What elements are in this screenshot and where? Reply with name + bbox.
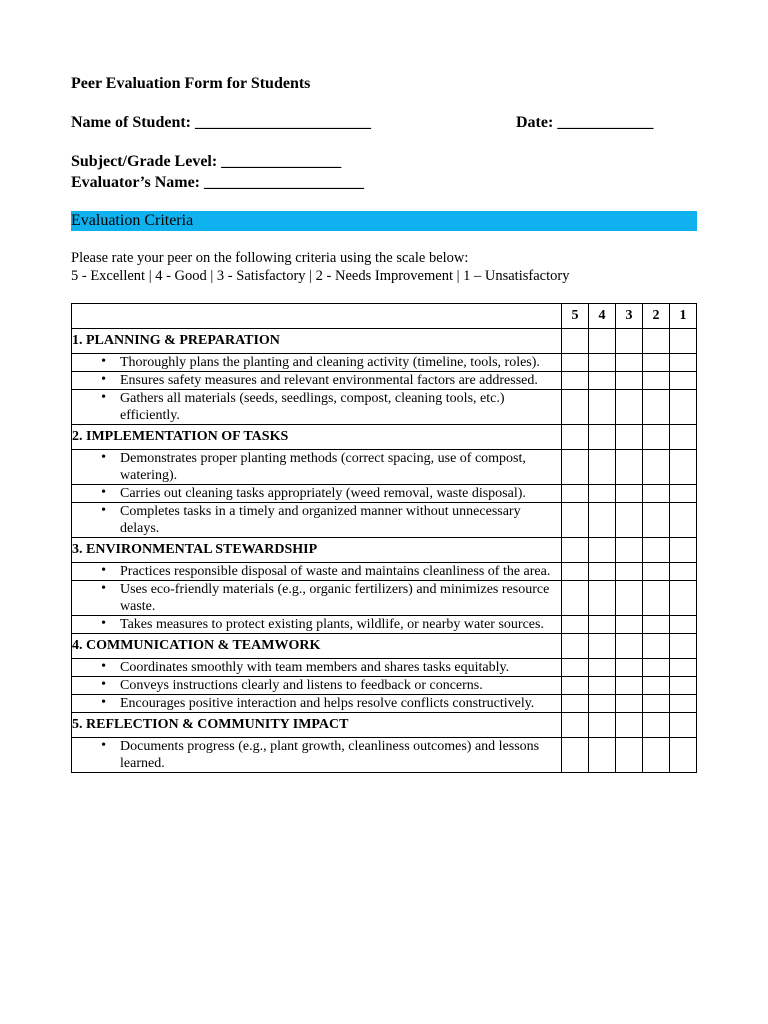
score-cell[interactable] xyxy=(616,372,643,390)
score-cell[interactable] xyxy=(562,713,589,738)
score-cell[interactable] xyxy=(643,738,670,773)
scale-header-5: 5 xyxy=(562,304,589,329)
score-cell[interactable] xyxy=(616,563,643,581)
criteria-header-blank xyxy=(72,304,562,329)
score-cell[interactable] xyxy=(643,695,670,713)
criterion-text: Gathers all materials (seeds, seedlings, compost, cleaning tools, etc.) efficiently. xyxy=(120,391,505,423)
score-cell[interactable] xyxy=(670,450,697,485)
criterion-row xyxy=(72,450,697,485)
score-cell[interactable] xyxy=(589,329,616,354)
criterion-text: Carries out cleaning tasks appropriately (weed removal, waste disposal). xyxy=(120,486,526,501)
criterion-cell xyxy=(72,450,562,485)
bullet-icon: • xyxy=(101,659,106,674)
score-cell[interactable] xyxy=(643,677,670,695)
criterion-cell xyxy=(72,659,562,677)
bullet-icon: • xyxy=(101,372,106,387)
criterion-cell xyxy=(72,563,562,581)
score-cell[interactable] xyxy=(616,503,643,538)
bullet-icon: • xyxy=(101,563,106,578)
score-cell[interactable] xyxy=(616,390,643,425)
score-cell[interactable] xyxy=(670,425,697,450)
bullet-icon: • xyxy=(101,450,106,465)
score-cell[interactable] xyxy=(643,503,670,538)
scale-header-2: 2 xyxy=(643,304,670,329)
criterion-row xyxy=(72,354,697,372)
score-cell[interactable] xyxy=(670,581,697,616)
score-cell[interactable] xyxy=(670,354,697,372)
section-title: 5. REFLECTION & COMMUNITY IMPACT xyxy=(72,713,562,738)
score-cell[interactable] xyxy=(589,738,616,773)
score-cell[interactable] xyxy=(643,485,670,503)
score-cell[interactable] xyxy=(670,503,697,538)
score-cell[interactable] xyxy=(562,563,589,581)
criterion-text: Uses eco-friendly materials (e.g., organic fertilizers) and minimizes resource waste. xyxy=(120,582,550,614)
section-title: 3. ENVIRONMENTAL STEWARDSHIP xyxy=(72,538,562,563)
criterion-text: Ensures safety measures and relevant environmental factors are addressed. xyxy=(120,373,538,388)
criteria-body xyxy=(72,329,697,773)
score-cell[interactable] xyxy=(616,450,643,485)
score-cell[interactable] xyxy=(589,485,616,503)
score-cell[interactable] xyxy=(616,634,643,659)
bullet-icon: • xyxy=(101,677,106,692)
scale-header-1: 1 xyxy=(670,304,697,329)
score-cell[interactable] xyxy=(562,695,589,713)
score-cell[interactable] xyxy=(589,503,616,538)
criterion-cell xyxy=(72,695,562,713)
date-field: Date: ____________ xyxy=(516,114,654,131)
score-cell[interactable] xyxy=(562,485,589,503)
scale-header-3: 3 xyxy=(616,304,643,329)
score-cell[interactable] xyxy=(643,563,670,581)
criterion-row xyxy=(72,503,697,538)
score-cell[interactable] xyxy=(670,677,697,695)
score-cell[interactable] xyxy=(670,634,697,659)
criterion-cell xyxy=(72,354,562,372)
criterion-row xyxy=(72,485,697,503)
score-cell[interactable] xyxy=(643,372,670,390)
criteria-table xyxy=(71,303,697,773)
score-cell[interactable] xyxy=(562,354,589,372)
score-cell[interactable] xyxy=(562,450,589,485)
section-row xyxy=(72,329,697,354)
criterion-text: Coordinates smoothly with team members and shares tasks equitably. xyxy=(120,660,510,675)
score-cell[interactable] xyxy=(589,372,616,390)
criterion-cell xyxy=(72,677,562,695)
score-cell[interactable] xyxy=(589,634,616,659)
criterion-cell xyxy=(72,581,562,616)
criterion-row xyxy=(72,616,697,634)
score-cell[interactable] xyxy=(643,538,670,563)
score-cell[interactable] xyxy=(670,713,697,738)
score-cell[interactable] xyxy=(589,659,616,677)
score-cell[interactable] xyxy=(562,616,589,634)
criterion-text: Thoroughly plans the planting and cleaning activity (timeline, tools, roles). xyxy=(120,355,540,370)
criterion-row xyxy=(72,372,697,390)
score-cell[interactable] xyxy=(616,581,643,616)
score-cell[interactable] xyxy=(670,538,697,563)
evaluation-criteria-banner: Evaluation Criteria xyxy=(71,211,697,231)
score-cell[interactable] xyxy=(643,659,670,677)
criterion-cell xyxy=(72,503,562,538)
criterion-text: Documents progress (e.g., plant growth, cleanliness outcomes) and lessons learned. xyxy=(120,739,540,771)
score-cell[interactable] xyxy=(562,677,589,695)
score-cell[interactable] xyxy=(562,581,589,616)
score-cell[interactable] xyxy=(562,503,589,538)
section-title: 4. COMMUNICATION & TEAMWORK xyxy=(72,634,562,659)
score-cell[interactable] xyxy=(670,390,697,425)
score-cell[interactable] xyxy=(643,450,670,485)
score-cell[interactable] xyxy=(562,372,589,390)
criterion-row xyxy=(72,581,697,616)
bullet-icon: • xyxy=(101,581,106,596)
criterion-cell xyxy=(72,738,562,773)
score-cell[interactable] xyxy=(643,616,670,634)
criterion-cell xyxy=(72,616,562,634)
criterion-row xyxy=(72,677,697,695)
score-cell[interactable] xyxy=(562,390,589,425)
criterion-text: Takes measures to protect existing plants, wildlife, or nearby water sources. xyxy=(120,617,544,632)
score-cell[interactable] xyxy=(643,425,670,450)
score-cell[interactable] xyxy=(589,450,616,485)
score-cell[interactable] xyxy=(589,713,616,738)
bullet-icon: • xyxy=(101,616,106,631)
evaluator-name-field: Evaluator’s Name: ____________________ xyxy=(71,174,365,191)
score-cell[interactable] xyxy=(589,563,616,581)
section-title: 1. PLANNING & PREPARATION xyxy=(72,329,562,354)
score-cell[interactable] xyxy=(643,713,670,738)
score-cell[interactable] xyxy=(562,425,589,450)
score-cell[interactable] xyxy=(589,616,616,634)
score-cell[interactable] xyxy=(616,713,643,738)
score-cell[interactable] xyxy=(670,563,697,581)
score-cell[interactable] xyxy=(643,581,670,616)
student-date-row xyxy=(71,114,654,132)
criterion-cell xyxy=(72,372,562,390)
score-cell[interactable] xyxy=(616,738,643,773)
criterion-text: Completes tasks in a timely and organized manner without unnecessary delays. xyxy=(120,504,521,536)
student-name-field: Name of Student: ______________________ xyxy=(71,114,371,131)
instructions-line-1: Please rate your peer on the following criteria using the scale below: xyxy=(71,250,469,266)
section-row xyxy=(72,425,697,450)
score-cell[interactable] xyxy=(589,695,616,713)
score-cell[interactable] xyxy=(670,695,697,713)
bullet-icon: • xyxy=(101,354,106,369)
section-row xyxy=(72,538,697,563)
score-cell[interactable] xyxy=(562,738,589,773)
section-title: 2. IMPLEMENTATION OF TASKS xyxy=(72,425,562,450)
criterion-row xyxy=(72,695,697,713)
criterion-row xyxy=(72,659,697,677)
score-cell[interactable] xyxy=(562,634,589,659)
rating-scale-legend: 5 - Excellent | 4 - Good | 3 - Satisfactory | 2 - Needs Improvement | 1 – Unsatisfactory xyxy=(71,268,570,284)
instructions xyxy=(71,249,569,285)
score-cell[interactable] xyxy=(616,659,643,677)
criterion-text: Practices responsible disposal of waste and maintains cleanliness of the area. xyxy=(120,564,551,579)
criterion-cell xyxy=(72,485,562,503)
score-cell[interactable] xyxy=(562,329,589,354)
bullet-icon: • xyxy=(101,390,106,405)
score-cell[interactable] xyxy=(643,329,670,354)
criterion-cell xyxy=(72,390,562,425)
criterion-row xyxy=(72,738,697,773)
score-cell[interactable] xyxy=(670,659,697,677)
score-cell[interactable] xyxy=(589,425,616,450)
score-cell[interactable] xyxy=(589,538,616,563)
score-cell[interactable] xyxy=(643,634,670,659)
score-cell[interactable] xyxy=(616,485,643,503)
score-cell[interactable] xyxy=(616,425,643,450)
section-row xyxy=(72,713,697,738)
score-cell[interactable] xyxy=(616,677,643,695)
criterion-text: Demonstrates proper planting methods (correct spacing, use of compost, watering). xyxy=(120,451,526,483)
form-title: Peer Evaluation Form for Students xyxy=(71,75,311,92)
score-cell[interactable] xyxy=(670,616,697,634)
score-cell[interactable] xyxy=(562,659,589,677)
score-cell[interactable] xyxy=(589,390,616,425)
score-cell[interactable] xyxy=(670,372,697,390)
section-row xyxy=(72,634,697,659)
subject-grade-field: Subject/Grade Level: _______________ xyxy=(71,153,342,170)
score-cell[interactable] xyxy=(589,354,616,372)
criterion-row xyxy=(72,390,697,425)
criterion-row xyxy=(72,563,697,581)
criterion-text: Encourages positive interaction and helps resolve conflicts constructively. xyxy=(120,696,535,711)
score-cell[interactable] xyxy=(670,738,697,773)
score-cell[interactable] xyxy=(562,538,589,563)
bullet-icon: • xyxy=(101,485,106,500)
bullet-icon: • xyxy=(101,738,106,753)
scale-header-4: 4 xyxy=(589,304,616,329)
score-cell[interactable] xyxy=(616,329,643,354)
score-cell[interactable] xyxy=(643,354,670,372)
score-cell[interactable] xyxy=(643,390,670,425)
score-cell[interactable] xyxy=(670,329,697,354)
criterion-text: Conveys instructions clearly and listens to feedback or concerns. xyxy=(120,678,483,693)
score-cell[interactable] xyxy=(616,538,643,563)
score-cell[interactable] xyxy=(616,354,643,372)
score-cell[interactable] xyxy=(616,695,643,713)
score-cell[interactable] xyxy=(670,485,697,503)
score-cell[interactable] xyxy=(589,581,616,616)
score-cell[interactable] xyxy=(616,616,643,634)
bullet-icon: • xyxy=(101,695,106,710)
bullet-icon: • xyxy=(101,503,106,518)
scale-header-row xyxy=(72,304,697,329)
score-cell[interactable] xyxy=(589,677,616,695)
